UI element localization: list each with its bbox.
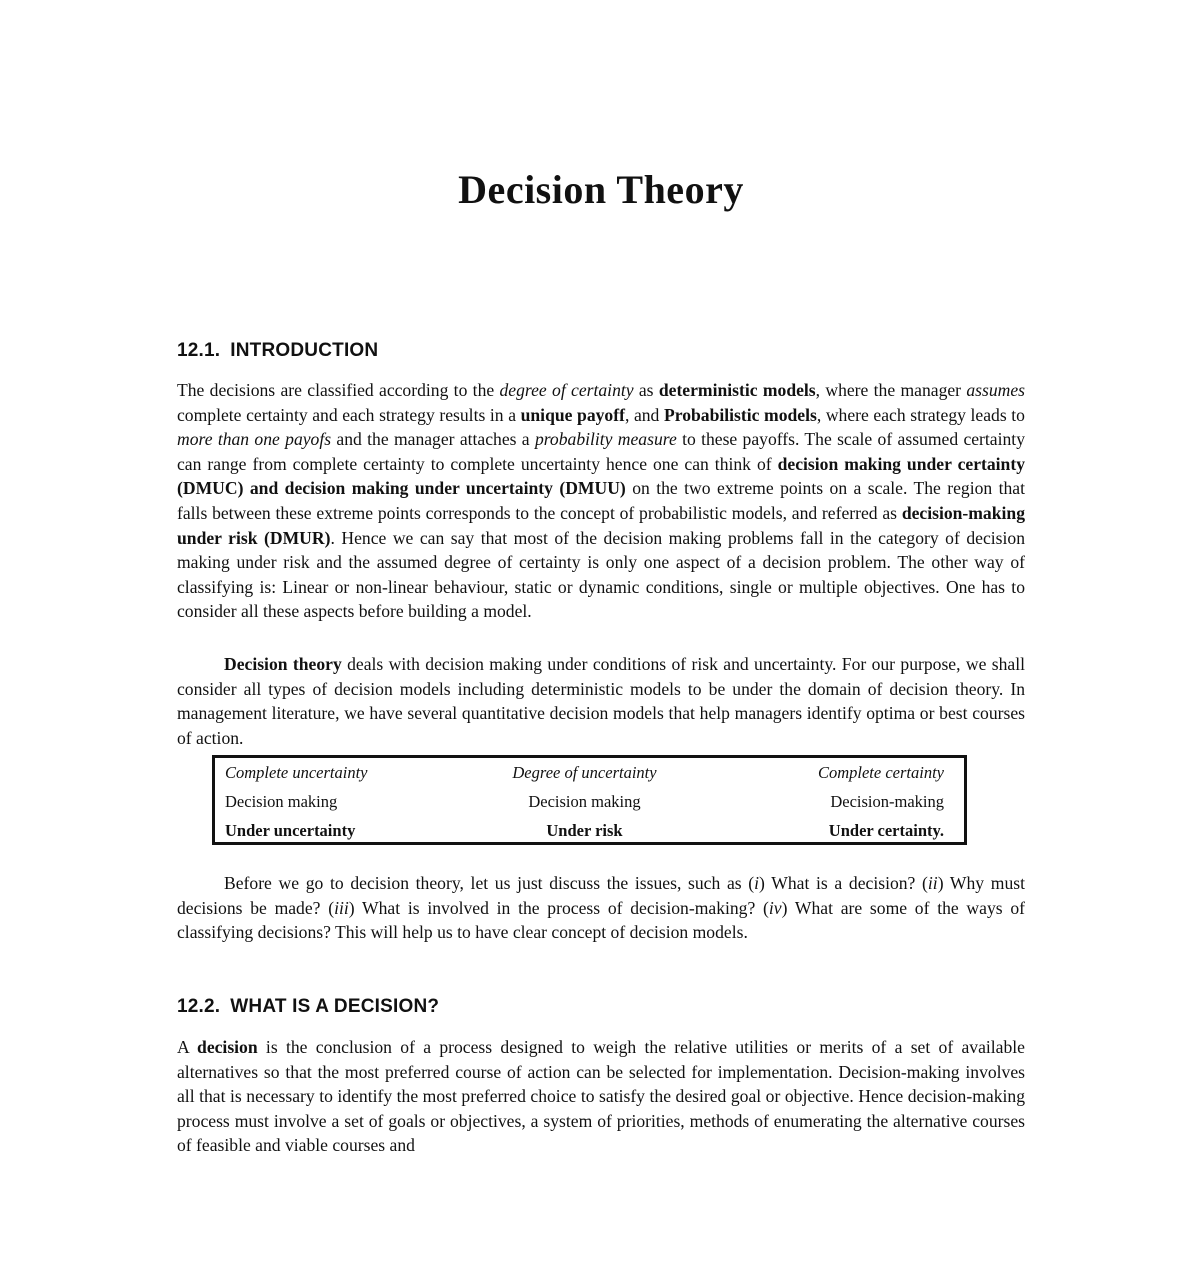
emphasis-text: degree of certainty bbox=[499, 380, 634, 400]
text-run: on the two extreme points on a scale. The region that falls between these extreme points corresponds to the concept of probabilistic models, and referred as bbox=[177, 478, 1025, 523]
roman-numeral: iii bbox=[334, 897, 349, 918]
chapter-title: Decision Theory bbox=[458, 167, 744, 212]
text-run: . Hence we can say that most of the decision making problems fall in the category of decision making under risk and the assumed degree of certainty is only one aspect of a decision problem. The other way of classifying is: Linear or non-linear behaviour, static or dynamic conditions, single or multiple objectives. One has to consider all these aspects before building a model. bbox=[177, 527, 1025, 622]
bold-term: Decision theory bbox=[224, 654, 342, 674]
text-run: as bbox=[633, 380, 659, 400]
bold-term: decision making under certainty bbox=[777, 453, 1025, 474]
text-run: ) What is a decision? ( bbox=[759, 873, 928, 893]
spectrum-cell: Complete certainty bbox=[817, 763, 944, 782]
text-run: is the conclusion of a process designed to weigh the relative utilities or merits of a set of available alternatives so that the most preferred course of action can be selected for implementation. Decision-making involves all that is necessary to identify the most preferred choice to satisfy the desired goal or objective. Hence decision-making process must involve a set of goals or objectives, a system of priorities, methods of enumerating the alternative courses of feasible and viable courses and bbox=[177, 1037, 1025, 1156]
spectrum-row-condition bbox=[225, 821, 944, 841]
spectrum-row-degree bbox=[225, 763, 944, 783]
section-title: INTRODUCTION bbox=[230, 340, 379, 361]
bold-term: decision bbox=[197, 1037, 258, 1057]
text-run: ) What are some of the ways of classifying decisions? This will help us to have clear concept of decision models. bbox=[177, 897, 1025, 943]
section-heading-what-is-a-decision bbox=[177, 996, 439, 1018]
roman-numeral: i bbox=[754, 873, 760, 893]
decision-paragraph-1 bbox=[177, 1035, 1025, 1158]
text-run: ) What is involved in the process of decision-making? ( bbox=[348, 897, 769, 918]
intro-paragraph-2 bbox=[177, 652, 1025, 750]
bold-term: (DMUC) and decision making under uncertainty bbox=[177, 478, 553, 499]
text-run: A bbox=[177, 1037, 198, 1057]
section-number: 12.1. bbox=[177, 340, 221, 361]
bold-term: (DMUU) bbox=[559, 478, 626, 499]
spectrum-cell: Decision-making bbox=[830, 792, 944, 811]
spectrum-cell: Under certainty. bbox=[828, 821, 944, 840]
intro-paragraph-3 bbox=[177, 871, 1025, 945]
emphasis-text: probability measure bbox=[534, 429, 677, 450]
text-run: The decisions are classified according to the bbox=[177, 380, 500, 400]
spectrum-cell: Degree of uncertainty bbox=[512, 763, 657, 782]
intro-paragraph-1 bbox=[177, 378, 1025, 624]
text-run: deals with decision making under conditions of risk and uncertainty. For our purpose, we shall consider all types of decision models including deterministic models to be under the domain of decision theory. In management literature, we have several quantitative decision models that help managers identify optima or best courses of action. bbox=[177, 654, 1025, 748]
bold-term: decision-making under risk bbox=[177, 502, 1025, 548]
section-heading-introduction bbox=[177, 340, 378, 362]
text-run: , where the manager bbox=[815, 380, 967, 400]
text-run: Before we go to decision theory, let us just discuss the issues, such as ( bbox=[224, 873, 755, 893]
text-run: ) Why must decisions be made? ( bbox=[177, 873, 1025, 918]
emphasis-text: assumes bbox=[966, 380, 1026, 400]
text-run: , and bbox=[624, 404, 664, 425]
spectrum-cell: Under uncertainty bbox=[225, 821, 356, 840]
text-run: , where each strategy leads to bbox=[816, 404, 1025, 425]
text-run: to these payoffs. The scale of assumed certainty can range from complete certainty to complete uncertainty hence one can think of bbox=[177, 429, 1025, 474]
spectrum-cell: Decision making bbox=[225, 792, 338, 811]
bold-term: deterministic models bbox=[658, 380, 816, 400]
roman-numeral: iv bbox=[768, 897, 782, 918]
spectrum-cell: Complete uncertainty bbox=[225, 763, 368, 782]
spectrum-cell: Decision making bbox=[528, 792, 641, 811]
spectrum-cell: Under risk bbox=[546, 821, 623, 840]
text-run: and the manager attaches a bbox=[331, 429, 535, 450]
section-title: WHAT IS A DECISION? bbox=[230, 996, 440, 1017]
bold-term: (DMUR) bbox=[264, 527, 331, 548]
spectrum-row-decision bbox=[225, 792, 944, 812]
certainty-spectrum-box bbox=[212, 755, 967, 845]
bold-term: Probabilistic models bbox=[663, 404, 817, 425]
bold-term: unique payoff bbox=[520, 404, 625, 425]
section-number: 12.2. bbox=[177, 996, 221, 1017]
roman-numeral: ii bbox=[927, 873, 938, 893]
emphasis-text: more than one payofs bbox=[177, 429, 332, 450]
text-run: complete certainty and each strategy results in a bbox=[177, 404, 521, 425]
